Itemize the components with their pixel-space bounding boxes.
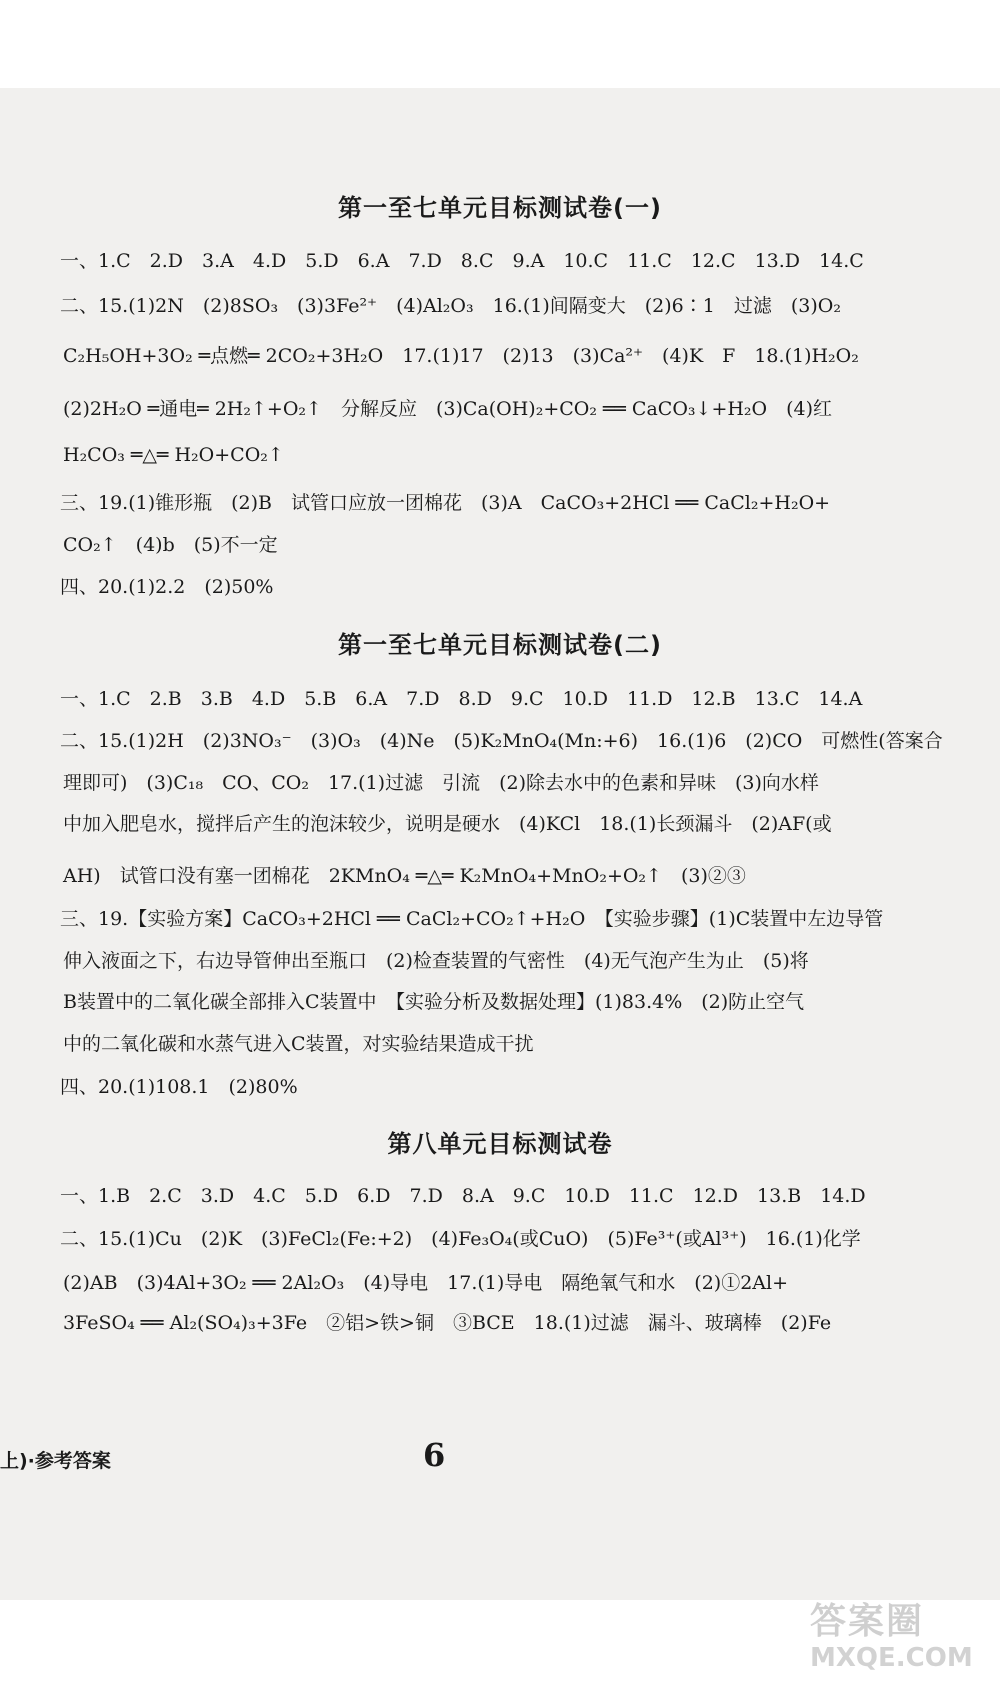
- answer-line: (2)2H₂O ═通电═ 2H₂↑+O₂↑ 分解反应 (3)Ca(OH)₂+CO₂ ══ CaCO₃↓+H₂O (4)红: [63, 398, 833, 420]
- answer-line: 三、19.【实验方案】CaCO₃+2HCl ══ CaCl₂+CO₂↑+H₂O 【实验步骤】(1)C装置中左边导管: [60, 908, 884, 930]
- answer-line: 二、15.(1)Cu (2)K (3)FeCl₂(Fe:+2) (4)Fe₃O₄(或CuO) (5)Fe³⁺(或Al³⁺) 16.(1)化学: [60, 1228, 861, 1250]
- answer-line: CO₂↑ (4)b (5)不一定: [63, 534, 278, 556]
- section-title: 第一至七单元目标测试卷(二): [338, 631, 662, 659]
- answer-line: 四、20.(1)108.1 (2)80%: [60, 1076, 298, 1098]
- answer-line: 理即可) (3)C₁₈ CO、CO₂ 17.(1)过滤 引流 (2)除去水中的色素和异味 (3)向水样: [63, 772, 819, 794]
- answer-line: 中的二氧化碳和水蒸气进入C装置，对实验结果造成干扰: [63, 1033, 534, 1055]
- watermark: [800, 1593, 980, 1683]
- answer-line: B装置中的二氧化碳全部排入C装置中 【实验分析及数据处理】(1)83.4% (2)防止空气: [63, 991, 805, 1013]
- answer-line: 一、1.C 2.D 3.A 4.D 5.D 6.A 7.D 8.C 9.A 10.C 11.C 12.C 13.D 14.C: [60, 250, 864, 272]
- answer-line: 二、15.(1)2H (2)3NO₃⁻ (3)O₃ (4)Ne (5)K₂MnO₄(Mn:+6) 16.(1)6 (2)CO 可燃性(答案合: [60, 730, 943, 752]
- section-title: 第八单元目标测试卷: [387, 1130, 613, 1158]
- footer-label: 上)·参考答案: [0, 1450, 111, 1472]
- answer-line: 一、1.B 2.C 3.D 4.C 5.D 6.D 7.D 8.A 9.C 10.D 11.C 12.D 13.B 14.D: [60, 1185, 866, 1207]
- page-number: 6: [423, 1436, 446, 1474]
- answer-line: 三、19.(1)锥形瓶 (2)B 试管口应放一团棉花 (3)A CaCO₃+2HCl ══ CaCl₂+H₂O+: [60, 492, 831, 514]
- answer-line: 伸入液面之下，右边导管伸出至瓶口 (2)检查装置的气密性 (4)无气泡产生为止 (5)将: [63, 950, 809, 972]
- watermark-url: MXQE.COM: [810, 1643, 973, 1673]
- answer-line: 一、1.C 2.B 3.B 4.D 5.B 6.A 7.D 8.D 9.C 10.D 11.D 12.B 13.C 14.A: [60, 688, 863, 710]
- answer-line: 中加入肥皂水，搅拌后产生的泡沫较少，说明是硬水 (4)KCl 18.(1)长颈漏斗 (2)AF(或: [63, 813, 832, 835]
- answer-line: H₂CO₃ ═△═ H₂O+CO₂↑: [63, 444, 284, 466]
- answer-line: AH) 试管口没有塞一团棉花 2KMnO₄ ═△═ K₂MnO₄+MnO₂+O₂↑ (3)②③: [63, 865, 746, 887]
- section-title: 第一至七单元目标测试卷(一): [338, 194, 662, 222]
- answer-line: 二、15.(1)2N (2)8SO₃ (3)3Fe²⁺ (4)Al₂O₃ 16.(1)间隔变大 (2)6∶1 过滤 (3)O₂: [60, 295, 841, 317]
- answer-page: [0, 88, 1000, 1673]
- answer-line: 3FeSO₄ ══ Al₂(SO₄)₃+3Fe ②铝>铁>铜 ③BCE 18.(1)过滤 漏斗、玻璃棒 (2)Fe: [63, 1312, 832, 1334]
- answer-line: 四、20.(1)2.2 (2)50%: [60, 576, 274, 598]
- answer-line: C₂H₅OH+3O₂ ═点燃═ 2CO₂+3H₂O 17.(1)17 (2)13 (3)Ca²⁺ (4)K F 18.(1)H₂O₂: [63, 345, 859, 367]
- answer-line: (2)AB (3)4Al+3O₂ ══ 2Al₂O₃ (4)导电 17.(1)导电 隔绝氧气和水 (2)①2Al+: [63, 1272, 789, 1294]
- watermark-logo: 答案圈: [810, 1601, 925, 1642]
